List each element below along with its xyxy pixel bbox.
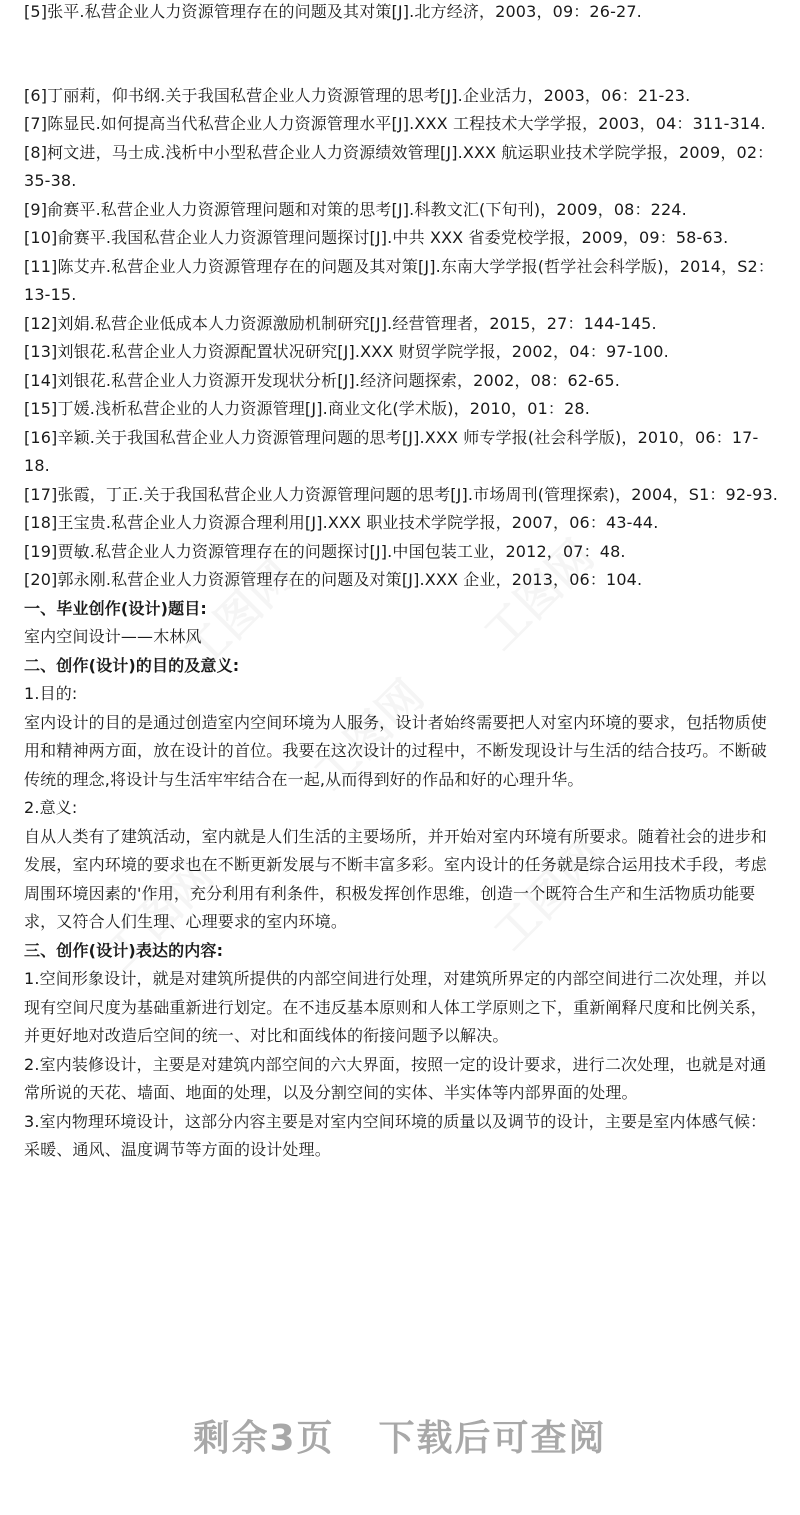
remaining-pages-label: 剩余3页: [193, 1418, 335, 1459]
page-break-gap: [24, 27, 780, 82]
reference-item: [13]刘银花.私营企业人力资源配置状况研究[J].XXX 财贸学院学报，2002，04：97-100.: [24, 342, 669, 361]
reference-item: [19]贾敏.私营企业人力资源管理存在的问题探讨[J].中国包装工业，2012，07：48.: [24, 541, 626, 561]
reference-item: [6]丁丽莉，仰书纲.关于我国私营企业人力资源管理的思考[J].企业活力，2003，06：21-23.: [24, 85, 691, 105]
section-heading: 三、创作(设计)表达的内容:: [24, 940, 224, 960]
content-item: 2.室内装修设计，主要是对建筑内部空间的六大界面，按照一定的设计要求，进行二次处理，也就是对通常所说的天花、墙面、地面的处理，以及分割空间的实体、半实体等内部界面的处理。: [24, 1054, 767, 1102]
reference-item: [11]陈艾卉.私营企业人力资源管理存在的问题及其对策[J].东南大学学报(哲学社会科学版)，2014，S2：13-15.: [24, 256, 775, 304]
reference-item: [18]王宝贵.私营企业人力资源合理利用[J].XXX 职业技术学院学报，2007，06：43-44.: [24, 513, 659, 532]
content-item: 1.空间形象设计，就是对建筑所提供的内部空间进行处理，对建筑所界定的内部空间进行二次处理，并以现有空间尺度为基础重新进行划定。在不违反基本原则和人体工学原则之下，重新阐释尺度和比例关系，并更好地对改造后空间的统一、对比和面线体的衔接问题予以解决。: [24, 969, 767, 1045]
document-body: [24, 0, 780, 1165]
reference-item: [9]俞赛平.私营企业人力资源管理问题和对策的思考[J].科教文汇(下旬刊)，2009，08：224.: [24, 199, 687, 219]
paragraph-purpose: 室内设计的目的是通过创造室内空间环境为人服务，设计者始终需要把人对室内环境的要求，包括物质使用和精神两方面，放在设计的首位。我要在这次设计的过程中，不断发现设计与生活的结合技巧。不断破传统的理念,将设计与生活牢牢结合在一起,从而得到好的作品和好的心理升华。: [24, 712, 767, 789]
reference-item: [10]俞赛平.我国私营企业人力资源管理问题探讨[J].中共 XXX 省委党校学报，2009，09：58-63.: [24, 228, 729, 247]
reference-item: [15]丁媛.浅析私营企业的人力资源管理[J].商业文化(学术版)，2010，01：28.: [24, 399, 590, 418]
reference-item: [7]陈显民.如何提高当代私营企业人力资源管理水平[J].XXX 工程技术大学学报，2003，04：311-314.: [24, 114, 766, 133]
reference-item: [20]郭永刚.私营企业人力资源管理存在的问题及对策[J].XXX 企业，2013，06：104.: [24, 570, 643, 589]
content-item: 3.室内物理环境设计，这部分内容主要是对室内空间环境的质量以及调节的设计，主要是室内体感气候：采暖、通风、温度调节等方面的设计处理。: [24, 1111, 767, 1159]
subheading-meaning: 2.意义:: [24, 798, 78, 817]
download-prompt[interactable]: [0, 1410, 800, 1461]
paragraph-meaning: 自从人类有了建筑活动，室内就是人们生活的主要场所，并开始对室内环境有所要求。随着社会的进步和发展，室内环境的要求也在不断更新发展与不断丰富多彩。室内设计的任务就是综合运用技术手段，考虑周围环境因素的'作用，充分利用有利条件，积极发挥创作思维，创造一个既符合生产和生活物质功能要求，又符合人们生理、心理要求的室内环境。: [24, 826, 767, 931]
reference-item: [17]张霞，丁正.关于我国私营企业人力资源管理问题的思考[J].市场周刊(管理探索)，2004，S1：92-93.: [24, 484, 779, 504]
section-heading: 一、毕业创作(设计)题目:: [24, 598, 207, 618]
subheading-purpose: 1.目的:: [24, 684, 78, 703]
design-title: 室内空间设计——木林风: [24, 627, 202, 646]
reference-item: [16]辛颖.关于我国私营企业人力资源管理问题的思考[J].XXX 师专学报(社会科学版)，2010，06：17-18.: [24, 427, 759, 475]
reference-item: [8]柯文进，马士成.浅析中小型私营企业人力资源绩效管理[J].XXX 航运职业技术学院学报，2009，02：35-38.: [24, 142, 774, 190]
reference-item: [14]刘银花.私营企业人力资源开发现状分析[J].经济问题探索，2002，08：62-65.: [24, 370, 620, 390]
section-heading: 二、创作(设计)的目的及意义:: [24, 655, 240, 675]
download-to-view-label: 下载后可查阅: [378, 1418, 607, 1459]
reference-item: [12]刘娟.私营企业低成本人力资源激励机制研究[J].经营管理者，2015，27：144-145.: [24, 313, 657, 333]
reference-item: [5]张平.私营企业人力资源管理存在的问题及其对策[J].北方经济，2003，09：26-27.: [24, 2, 642, 21]
